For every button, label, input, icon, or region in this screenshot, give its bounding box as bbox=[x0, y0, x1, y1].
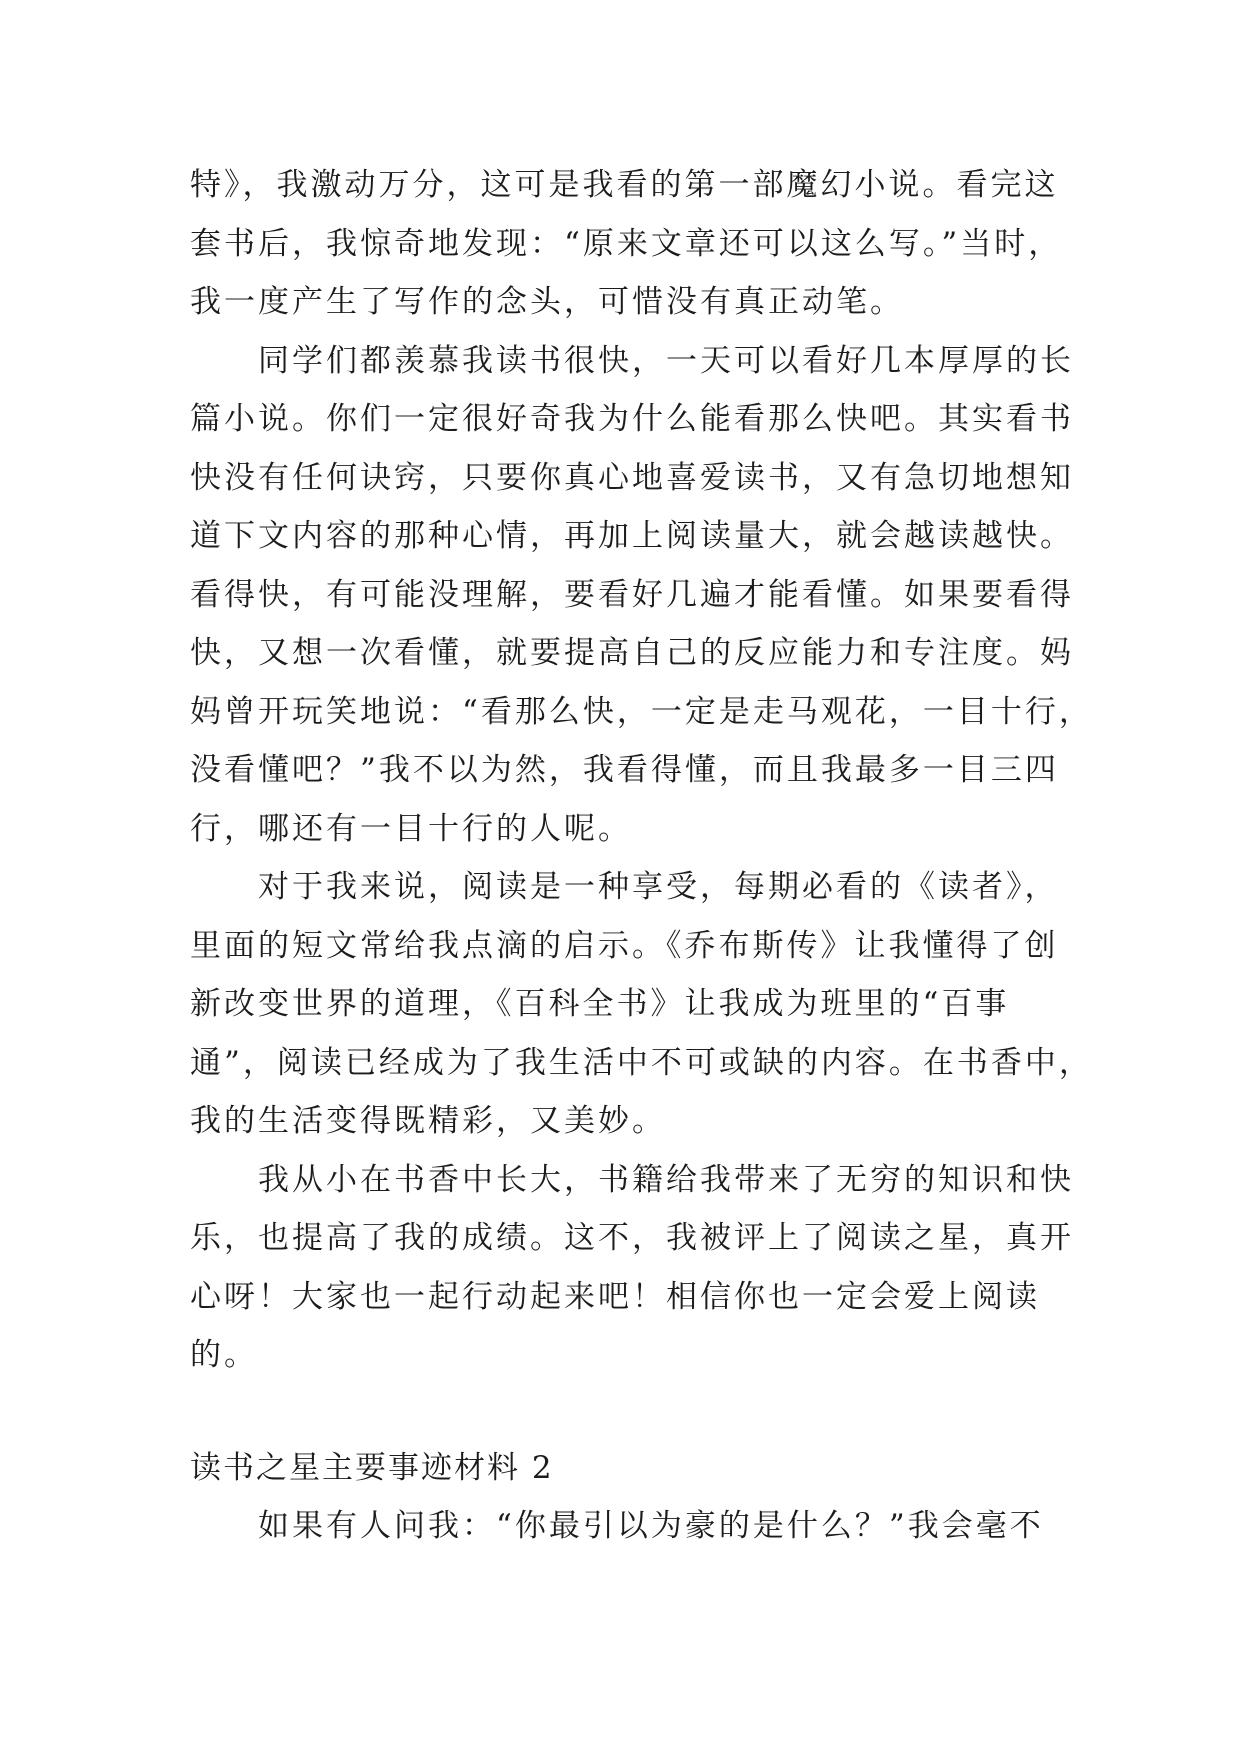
text-line: 新改变世界的道理，《百科全书》让我成为班里的“百事 bbox=[190, 986, 1010, 1022]
text-line: 乐，也提高了我的成绩。这不，我被评上了阅读之星，真开 bbox=[190, 1220, 1074, 1256]
text-line: 特》，我激动万分，这可是我看的第一部魔幻小说。看完这 bbox=[190, 167, 1059, 203]
text-line: 的。 bbox=[190, 1337, 258, 1373]
text-line: 快，又想一次看懂，就要提高自己的反应能力和专注度。妈 bbox=[190, 635, 1074, 671]
text-line: 行，哪还有一目十行的人呢。 bbox=[190, 810, 632, 847]
text-line: 我从小在书香中长大，书籍给我带来了无穷的知识和快 bbox=[258, 1161, 1074, 1198]
text-line: 通”，阅读已经成为了我生活中不可或缺的内容。在书香中， bbox=[190, 1044, 1093, 1081]
paragraph-1 bbox=[190, 156, 1070, 332]
text-line: 快没有任何诀窍，只要你真心地喜爱读书，又有急切地想知 bbox=[190, 459, 1074, 496]
section-title: 读书之星主要事迹材料 2 bbox=[190, 1449, 554, 1486]
text-line: 没看懂吧？”我不以为然，我看得懂，而且我最多一目三四 bbox=[190, 752, 1059, 788]
text-line: 看得快，有可能没理解，要看好几遍才能看懂。如果要看得 bbox=[190, 576, 1074, 613]
text-line: 我一度产生了写作的念头，可惜没有真正动笔。 bbox=[190, 284, 904, 320]
document-body bbox=[190, 156, 1093, 1556]
text-line: 如果有人问我：“你最引以为豪的是什么？”我会毫不 bbox=[258, 1508, 1044, 1544]
paragraph-2 bbox=[190, 332, 1093, 859]
text-line: 里面的短文常给我点滴的启示。《乔布斯传》让我懂得了创 bbox=[190, 927, 1059, 964]
paragraph-3 bbox=[190, 858, 1093, 1151]
text-line: 道下文内容的那种心情，再加上阅读量大，就会越读越快。 bbox=[190, 518, 1074, 554]
text-line: 套书后，我惊奇地发现：“原来文章还可以这么写。”当时， bbox=[190, 225, 1063, 262]
text-line: 妈曾开玩笑地说：“看那么快，一定是走马观花，一目十行， bbox=[190, 693, 1093, 730]
text-line: 我的生活变得既精彩，又美妙。 bbox=[190, 1103, 666, 1139]
paragraph-5 bbox=[190, 1497, 1070, 1556]
text-line: 同学们都羡慕我读书很快，一天可以看好几本厚厚的长 bbox=[258, 342, 1074, 379]
section-spacer bbox=[190, 1385, 1070, 1439]
text-line: 对于我来说，阅读是一种享受，每期必看的《读者》， bbox=[258, 869, 1059, 905]
paragraph-4 bbox=[190, 1151, 1074, 1385]
text-line: 篇小说。你们一定很好奇我为什么能看那么快吧。其实看书 bbox=[190, 401, 1074, 437]
text-line: 心呀！大家也一起行动起来吧！相信你也一定会爱上阅读 bbox=[190, 1278, 1040, 1315]
